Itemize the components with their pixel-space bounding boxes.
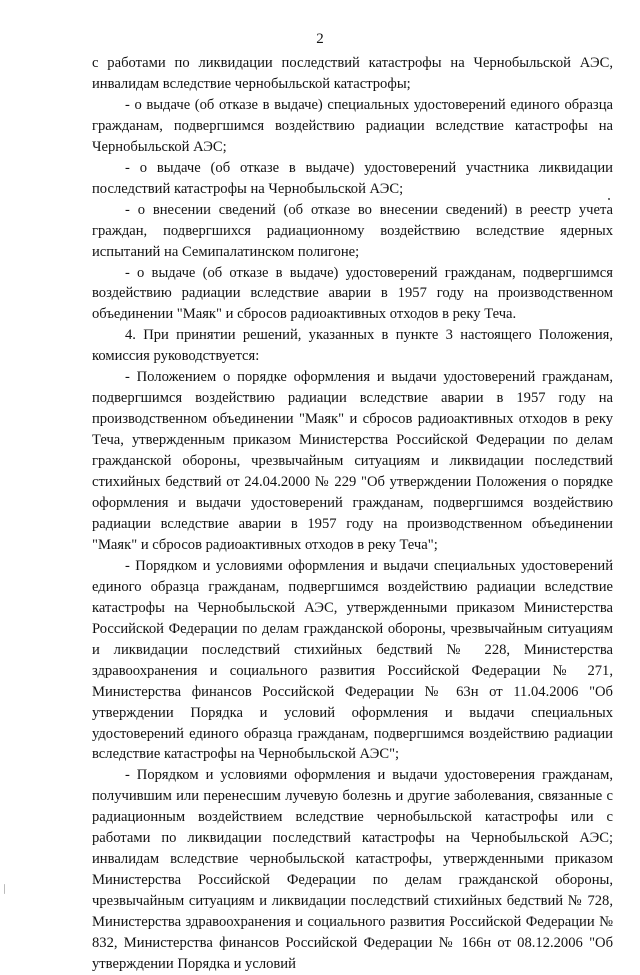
list-item-semipalatinsk-registry: - о внесении сведений (об отказе во внесении сведений) в реестр учета граждан, подвергшихся радиационному воздействию вследствие ядерных испытаний на Семипалатинском полигоне; bbox=[92, 201, 613, 260]
list-item-mayak-certificates: - о выдаче (об отказе в выдаче) удостоверений гражданам, подвергшимся воздействию радиации вследствие аварии в 1957 году на производственном объединении "Маяк" и сбросов радиоактивных отходов в реку Теча. bbox=[92, 264, 613, 323]
paragraph-continuation: с работами по ликвидации последствий катастрофы на Чернобыльской АЭС, инвалидам вследствие чернобыльской катастрофы; bbox=[92, 55, 613, 92]
document-body bbox=[92, 53, 613, 975]
page-number: 2 bbox=[316, 31, 324, 47]
scan-edge-mark bbox=[4, 884, 5, 894]
scan-speck bbox=[608, 198, 610, 200]
section-4-intro: 4. При принятии решений, указанных в пункте 3 настоящего Положения, комиссия руководствуется: bbox=[92, 327, 613, 365]
list-item-mayak-regulation: - Положением о порядке оформления и выдачи удостоверений гражданам, подвергшимся воздействию радиации вследствие аварии в 1957 году на производственном объединении "Маяк" и сбросов радиоактивных отходов в реку Теча, утвержденным приказом Министерства Российской Федерации по делам гражданской обороны, чрезвычайным ситуациям и ликвидации последствий стихийных бедствий от 24.04.2000 № 229 "Об утверждении Положения о порядке оформления и выдачи удостоверений гражданам, подвергшимся воздействию радиации вследствие аварии в 1957 году на производственном объединении "Маяк" и сбросов радиоактивных отходов в реку Теча"; bbox=[92, 369, 613, 553]
list-item-chernobyl-radiation-sickness-order: - Порядком и условиями оформления и выдачи удостоверения гражданам, получившим или перенесшим лучевую болезнь и другие заболевания, связанные с радиационным воздействием вследствие чернобыльской катастрофы или с работами по ликвидации последствий катастрофы на Чернобыльской АЭС; инвалидам вследствие чернобыльской катастрофы, утвержденными приказом Министерства Российской Федерации по делам гражданской обороны, чрезвычайным ситуациям и ликвидации последствий стихийных бедствий № 728, Министерства здравоохранения и социального развития Российской Федерации № 832, Министерства финансов Российской Федерации № 166н от 08.12.2006 "Об утверждении Порядка и условий bbox=[92, 767, 613, 972]
list-item-chernobyl-special-certificates-order: - Порядком и условиями оформления и выдачи специальных удостоверений единого образца гражданам, подвергшимся воздействию радиации вследствие катастрофы на Чернобыльской АЭС, утвержденными приказом Министерства Российской Федерации по делам гражданской обороны, чрезвычайным ситуациям и ликвидации последствий стихийных бедствий № 228, Министерства здравоохранения и социального развития Российской Федерации № 271, Министерства финансов Российской Федерации № 63н от 11.04.2006 "Об утверждении Порядка и условий оформления и выдачи специальных удостоверений единого образца гражданам, подвергшимся воздействию радиации вследствие катастрофы на Чернобыльской АЭС"; bbox=[92, 557, 613, 763]
list-item-special-certificates: - о выдаче (об отказе в выдаче) специальных удостоверений единого образца гражданам, подвергшимся воздействию радиации вследствие катастрофы на Чернобыльской АЭС; bbox=[92, 96, 613, 155]
list-item-liquidator-certificates: - о выдаче (об отказе в выдаче) удостоверений участника ликвидации последствий катастрофы на Чернобыльской АЭС; bbox=[92, 159, 613, 197]
